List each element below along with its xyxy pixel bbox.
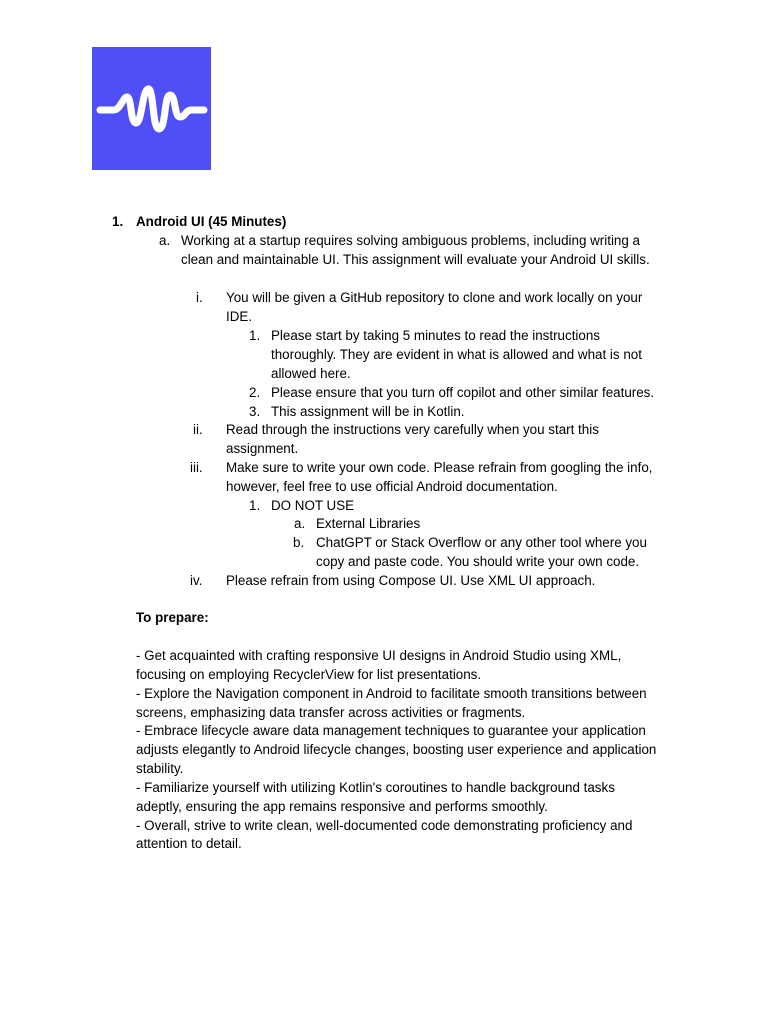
paragraph-line: clean and maintainable UI. This assignment will evaluate your Android UI skills. (181, 252, 650, 267)
list-marker: b. (293, 535, 305, 550)
paragraph-line: Please ensure that you turn off copilot and other similar features. (271, 385, 655, 400)
paragraph-line: - Embrace lifecycle aware data management techniques to guarantee your application (136, 723, 646, 738)
paragraph-line: thoroughly. They are evident in what is allowed and what is not (271, 347, 642, 362)
list-marker: i. (196, 290, 203, 305)
paragraph-line: adjusts elegantly to Android lifecycle changes, boosting user experience and application (136, 742, 657, 757)
paragraph-line: You will be given a GitHub repository to clone and work locally on your (226, 290, 643, 305)
company-logo (92, 47, 211, 170)
paragraph-line: Read through the instructions very carefully when you start this (226, 422, 599, 437)
paragraph-line: Make sure to write your own code. Please refrain from googling the info, (226, 460, 653, 475)
paragraph-line: adeptly, ensuring the app remains responsive and performs smoothly. (136, 799, 548, 814)
list-marker: ii. (193, 422, 203, 437)
list-marker: 1. (249, 328, 261, 343)
paragraph-line: Please start by taking 5 minutes to read the instructions (271, 328, 600, 343)
paragraph-line: External Libraries (316, 516, 421, 531)
paragraph-line: This assignment will be in Kotlin. (271, 404, 465, 419)
list-marker: 2. (249, 385, 261, 400)
list-marker: iv. (190, 573, 203, 588)
paragraph-line: screens, emphasizing data transfer across activities or fragments. (136, 705, 526, 720)
paragraph-line: attention to detail. (136, 836, 242, 851)
paragraph-line: IDE. (226, 309, 253, 324)
list-marker: iii. (190, 460, 203, 475)
list-marker: a. (294, 516, 306, 531)
paragraph-line: - Get acquainted with crafting responsive UI designs in Android Studio using XML, (136, 648, 622, 663)
prepare-heading: To prepare: (136, 610, 209, 625)
paragraph-line: copy and paste code. You should write your own code. (316, 554, 640, 569)
paragraph-line: - Explore the Navigation component in Android to facilitate smooth transitions between (136, 686, 647, 701)
paragraph-line: focusing on employing RecyclerView for list presentations. (136, 667, 482, 682)
paragraph-line: however, feel free to use official Android documentation. (226, 479, 558, 494)
list-marker: 3. (249, 404, 261, 419)
paragraph-line: Please refrain from using Compose UI. Use XML UI approach. (226, 573, 596, 588)
paragraph-line: ChatGPT or Stack Overflow or any other tool where you (316, 535, 647, 550)
paragraph-line: - Overall, strive to write clean, well-documented code demonstrating proficiency and (136, 818, 633, 833)
paragraph-line: stability. (136, 761, 184, 776)
list-marker: 1. (249, 498, 261, 513)
paragraph-line: DO NOT USE (271, 498, 355, 513)
waveform-icon (92, 47, 211, 170)
section-title: Android UI (45 Minutes) (136, 214, 287, 229)
paragraph-line: Working at a startup requires solving ambiguous problems, including writing a (181, 233, 640, 248)
list-marker: 1. (112, 214, 124, 229)
paragraph-line: assignment. (226, 441, 299, 456)
list-marker: a. (159, 233, 171, 248)
paragraph-line: - Familiarize yourself with utilizing Kotlin's coroutines to handle background tasks (136, 780, 615, 795)
paragraph-line: allowed here. (271, 366, 351, 381)
